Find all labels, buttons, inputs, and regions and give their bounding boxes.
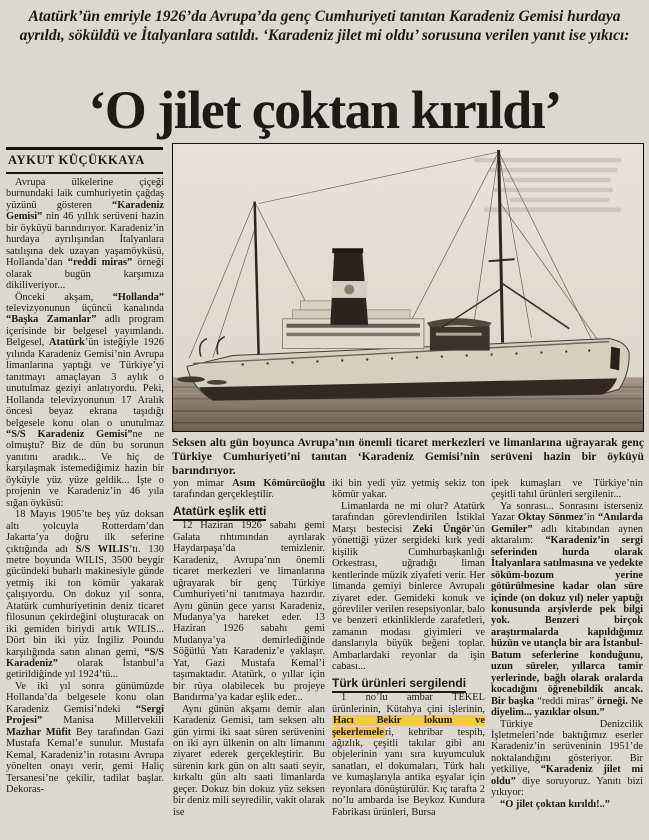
text-run: 18 Mayıs 1905’te beş yüz doksan altı yolcuyla Rotterdam’dan Jakarta’ya doğru ilk seferine çıktığında adı	[6, 509, 164, 555]
text-run: 12 Haziran 1926 sabahı gemi Galata rıhtımından ayrılarak Haydarpaşa’da temizlenir. Karadeniz, Avrupa’nın önemli ticaret merkezleri ve limanlarına uğrayarak bir genç Türkiye Cumhuriyeti’ni tanıtmaya hazırdır. Aynı günün gece yarısı Karadeniz, Mudanya’ya hareket eder. 13 Haziran 1926 sabahı gemi Mudanya’ya demirlediğinde Söğütlü Yatı Karadeniz’e yaklaşır. Yat, Gazi Mustafa Kemal’i taşımaktadır. Atatürk, o yıllar için bir rüya olabilecek bu projeye Bandırma’ya kadar eşlik eder...	[173, 520, 325, 704]
paragraph	[491, 478, 643, 501]
text-run: iki bin yedi yüz yetmiş sekiz ton kömür yakar.	[332, 478, 485, 501]
bold-text-run: Asım Kömürcüoğlu	[232, 478, 325, 489]
bold-text-run: “Hollanda”	[112, 291, 164, 303]
text-run: Aynı günün akşamı demir alan Karadeniz Gemisi, tam seksen altı gün yirmi iki saat süren serüvenini on iki ayrı ülkenin on altı limanını ziyaret ederek gerçekleştirir. Bu sürenin kırk gün on altı saati seyir, kırkaltı gün altı saati limanlarda geçer. Dokuz bin dokuz yüz seksen bir deniz mili seyredilir, vakit olarak ise	[173, 703, 325, 818]
bold-text-run: “S/S Karadeniz Gemisi”	[6, 428, 133, 440]
text-run: ’tı. 130 metre boyunda WILIS, 3500 beygir gücündeki buharlı makinesiyle günde yetmiş iki ton kömür yakarak çalışıyordu. On dokuz yıl sonra, Atatürk cumhuriyetinin deniz ticaret filosunun çekirdeğini oluşturacak on iki gemiden biriydi artık WILIS... Dört bin iki yüz İngiliz Poundu karşılığında satın alınan gemi,	[6, 543, 164, 658]
text-run: televizyonunun üçüncü kanalında	[6, 302, 164, 314]
bold-text-run: “Anılarda Gemiler”	[491, 512, 643, 535]
bold-text-run: “reddi miras”	[67, 257, 133, 269]
text-run: Ve iki yıl sonra günümüzde Hollanda’da belgesele konu olan Karadeniz Gemisi’ndeki	[6, 680, 164, 715]
article-column-4	[491, 478, 643, 836]
bold-text-run: “Karadeniz’in sergi seferinden hurda olarak İtalyanlara satılmasına ve yedekte söküm-bozum yerine götürülmesine kadar olan süre içinde (on dokuz yıl) neler yaptığı konusunda arşivlerde pek bilgi yok. Benzeri birçok araştırmalarda kapıldığımız hüzün ve utançla bir ara İstanbul- Batum seferlerine konduğunu, uzun süreler, yıllarca tamir yerlerinde, bağlı olarak oralarda kocadığını öğrenebildik ancak. Bir başka	[491, 535, 643, 707]
bold-text-run: “Başka Zamanlar”	[6, 314, 97, 326]
bold-text-run: örneği. Ne diyelim... yazıklar olsun.”	[491, 695, 643, 719]
bold-text-run: “S/S Karadeniz”	[6, 646, 164, 670]
photo-caption: Seksen altı gün boyunca Avrupa’nın önemli ticaret merkezleri ve limanlarına uğrayarak genç Türkiye Cumhuriyeti’ni tanıtan ‘Karadeniz Gemisi’nin serüveni hazin bir öyküyü barındırıyor.	[172, 436, 644, 477]
article-column-1	[6, 177, 164, 836]
paragraph	[491, 501, 643, 719]
paragraph	[173, 704, 325, 819]
text-run: ’ün yönettiği yüzer sergideki kırk yedi kişilik Cumhurbaşkanlığı Orkestrası, uğradığı liman kentlerinde müzik ziyafeti verir. Her limanda gemiyi binlerce Avrupalı ziyaret eder. Gemideki konuk ve görevliler verilen resepsiyonlar, balo ve benzeri etkinliklerde zarafetleri, zamanın modası giyimleri ve danslarıyla büyük beğeni toplar. Ambarlardaki reyonlar da işin cabası...	[332, 523, 485, 673]
paragraph	[6, 681, 164, 796]
bold-text-run: Zeki Üngör	[412, 523, 472, 535]
paragraph	[173, 478, 325, 501]
ship-photo	[172, 143, 644, 432]
section-subhead	[332, 675, 485, 690]
standfirst: Atatürk’ün emriyle 1926’da Avrupa’da genç Cumhuriyeti tanıtan Karadeniz Gemisi hurdaya ayrıldı, söküldü ve İtalyanlara satıldı. ‘Karadeniz jilet mi oldu’ sorusuna verilen yanıt ise yıkıcı:	[19, 8, 630, 44]
text-run: Bey tarafından Gazi Mustafa Kemal’e sunulur. Mustafa Kemal, Karadeniz’in rotasını Avrupa yönelten onayı verir, gemi Haliç Tersanesi’ne çekilir, tadilat başlar. Dekoras-	[6, 726, 164, 796]
section-subhead-label: Türk ürünleri sergilendi	[332, 676, 466, 693]
paragraph	[173, 520, 325, 703]
bold-text-run: “Karadeniz Gemisi”	[6, 199, 164, 223]
text-run: ’ün isteğiyle 1926 yılında Karadeniz Gemisi’nin Avrupa limanlarına yaptığı ve Türkiye’yi tanıtmayı amaçlayan 3 aylık o unutulmaz geziyi anlatıyordu. Peki, Hollanda televizyonunun 17 Aralık öncesi beyaz ekrana taşıdığı belgesele konu olan o unutulmaz	[6, 337, 164, 429]
bold-text-run: “Sergi Projesi”	[6, 703, 164, 727]
section-subhead-label: Atatürk eşlik etti	[173, 504, 266, 521]
section-subhead	[173, 503, 325, 518]
text-run: Türkiye Denizcilik İşletmeleri’nde baktığımız eserler Karadeniz’in serüveninin 1951’de noktalandığını gösteriyor. Bir yetkiliye,	[491, 718, 643, 776]
text-run: “reddi miras”	[537, 695, 597, 707]
article-column-2	[173, 478, 325, 836]
text-run: ri, kehribar tespih, ağızlık, çeşitli takılar gibi anı objelerinin yanı sıra kuyumculuk sanatları, el dokumaları, Türk halı ve kumaşlarıyla antika eşyalar için reyonlara dönüştürülür. Kıç tarafta 2 no’lu ambarda ise Beykoz Kundura Fabrikası ürünleri, Bursa	[332, 726, 485, 818]
text-run: adlı program içerisinde bir belgesel yayımlandı. Belgesel,	[6, 314, 164, 349]
text-run: 1 no’lu ambar TEKEL ürünlerinin, Kütahya çini işlerinin,	[332, 692, 485, 715]
paragraph	[6, 509, 164, 681]
photo-sepia-wash	[173, 144, 643, 431]
paragraph	[332, 478, 485, 501]
bold-text-run: Atatürk	[49, 337, 85, 349]
bold-text-run: Mazhar Müfit	[6, 726, 72, 738]
highlighted-text: Hacı Bekir lokum ve şekerlemele	[332, 715, 485, 738]
paragraph	[332, 692, 485, 818]
text-run: ne ne olmuştu? Biz de dün bu sorunun yanıtını aradık... Ve hiç de karşılaşmak istemediğimiz hazin bir öyküyle yüz yüze geldik... İşte o projenin ve Karadeniz’in 46 yıla sığan öyküsü:	[6, 428, 164, 509]
text-run: Avrupa ülkelerine çiçeği burnundaki laik cumhuriyetin çağdaş yüzünü gösteren	[6, 177, 164, 211]
text-run: Limanlarda ne mi olur? Atatürk tarafından görevlendirilen İstiklal Marşı bestecisi	[332, 500, 485, 535]
text-run: Manisa Milletvekili	[42, 715, 164, 727]
byline: AYKUT KÜÇÜKKAYA	[6, 147, 163, 174]
ship-photo-image	[173, 144, 643, 431]
text-run: ipek kumaşları ve Türkiye’nin çeşitli tahıl ürünleri sergilenir...	[491, 478, 643, 501]
text-run: nin 46 yıllık serüveni hazin bir öyküyü barındırıyor. Karadeniz’in hurdaya ayrılışından İtalyanlara satılışına dek uzayan yaşamöyküsü, Hollanda’dan	[6, 211, 164, 269]
text-run: tarafından gerçekleştilir.	[173, 489, 274, 501]
bold-text-run: S/S WILIS	[75, 543, 129, 555]
paragraph	[491, 799, 643, 810]
paragraph	[6, 292, 164, 510]
text-run: olarak İstanbul’a getirildiğinde yıl 1924’tü...	[6, 658, 164, 681]
paragraph	[6, 177, 164, 292]
text-run: Ya sonrası... Sonrasını isterseniz Yazar	[491, 500, 643, 524]
bold-text-run: “Karadeniz jilet mi oldu”	[491, 764, 643, 787]
paragraph	[491, 719, 643, 799]
text-run: Önceki akşam,	[15, 291, 113, 303]
text-run: yon mimar	[173, 478, 233, 489]
paragraph	[332, 501, 485, 673]
bold-text-run: Oktay Sönmez	[517, 512, 584, 524]
text-run: ’in	[583, 512, 598, 524]
headline: ‘O jilet çoktan kırıldı’	[88, 80, 561, 141]
text-run: örneği olarak bugün karşımıza dikiliveriyor...	[6, 257, 164, 292]
article-column-3	[332, 478, 485, 836]
text-run: diye soruyoruz. Yanıtı bizi yıkıyor:	[491, 775, 643, 799]
bold-text-run: “O jilet çoktan kırıldı!..”	[500, 798, 610, 810]
text-run: adlı kitabından aynen aktaralım:	[491, 523, 643, 547]
